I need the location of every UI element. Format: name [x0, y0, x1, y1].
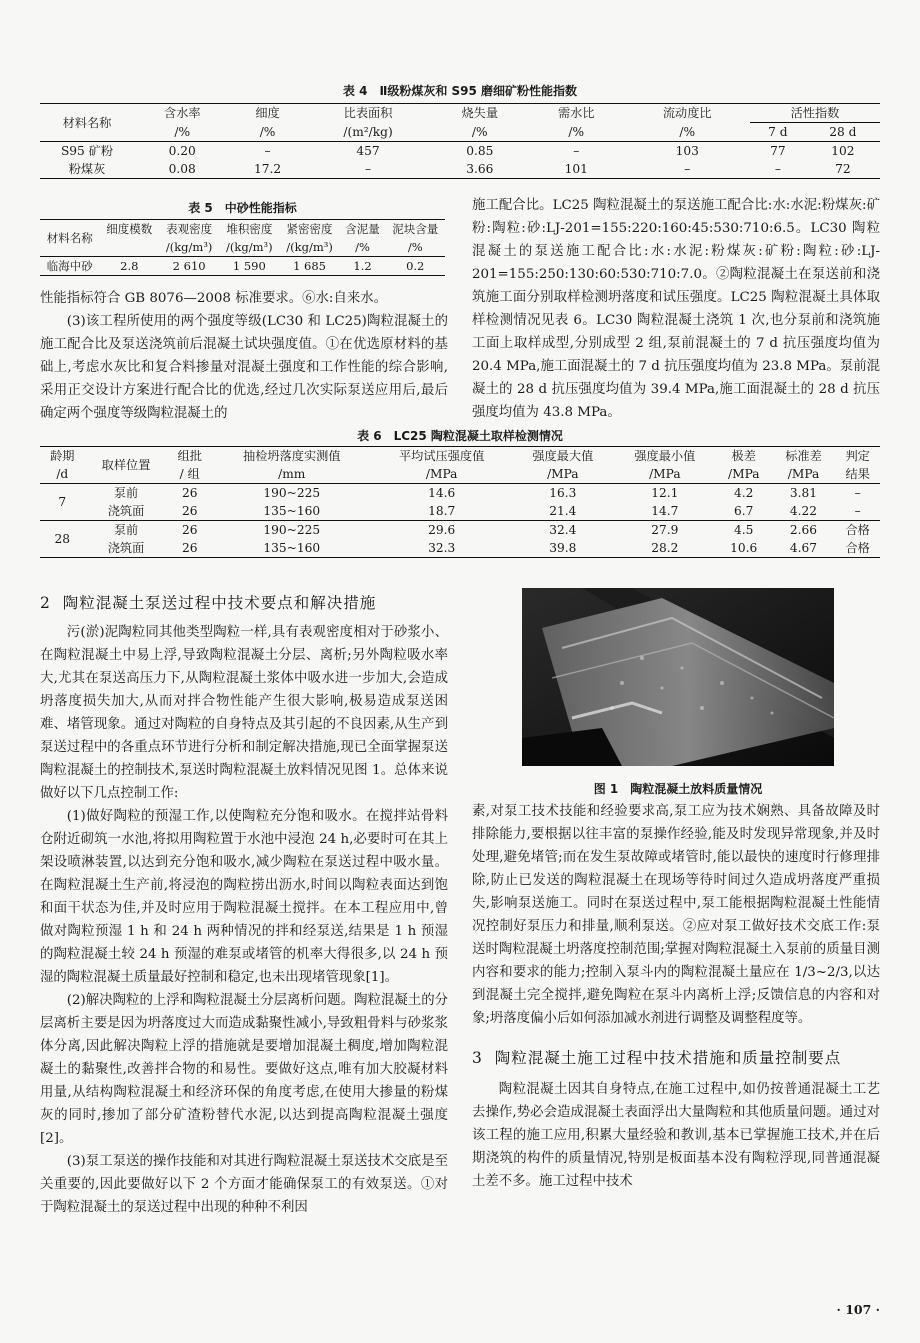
table-cell: 103	[675, 144, 699, 158]
table-cell: 1.2	[353, 259, 372, 273]
paragraph: 性能指标符合 GB 8076—2008 标准要求。⑥水:自来水。	[40, 291, 388, 306]
t5-h-bulk-density: 堆积密度	[226, 222, 273, 236]
table-cell: 72	[835, 162, 851, 176]
t6-h-judge: 判定	[845, 449, 870, 463]
table-cell: 77	[770, 144, 786, 158]
table-cell: 0.20	[168, 144, 196, 158]
section2-heading	[40, 592, 448, 615]
t6-h-position: 取样位置	[85, 447, 168, 484]
t4-h-flow: 流动度比	[662, 106, 712, 121]
table-row	[40, 484, 880, 503]
table-cell: –	[854, 504, 861, 518]
t4-h-material: 材料名称	[40, 104, 134, 142]
paragraph: 污(淤)泥陶粒同其他类型陶粒一样,具有表观密度相对于砂浆小、在陶粒混凝土中易上浮,导致陶粒混凝土分层、离析;另外陶粒吸水率大,尤其在泵送高压力下,从陶粒混凝土浆体中吸水进一步加大,会造成坍落度损失加大,从而对拌合物性能产生很大影响,极易造成泵送困难、堵管现象。通过对陶粒的自身特点及其引起的不良因素,从生产到泵送过程中的各重点环节进行分析和制定解决措施,现已全面掌握泵送陶粒混凝土的控制技术,泵送时陶粒混凝土放料情况见图 1。总体来说做好以下几点控制工作:	[40, 625, 448, 801]
paragraph: (1)做好陶粒的预湿工作,以使陶粒充分饱和吸水。在搅拌站骨料仓附近砌筑一水池,将拟用陶粒置于水池中浸泡 24 h,必要时可在其上架设喷淋装置,以达到充分饱和吸水,减少陶粒在泵送过程中吸水量。在陶粒混凝土生产前,将浸泡的陶粒捞出沥水,时间以陶粒表面达到饱和面干状态为佳,并及时应用于陶粒混凝土搅拌。在本工程应用中,曾做对陶粒预湿 1 h 和 24 h 两种情况的拌和经泵送,结果是 1 h 预湿的陶粒混凝土较 24 h 预湿的难泵或堵管的机率大得很多,以 24 h 预湿的陶粒混凝土质量最好控制和稳定,也未出现堵管现象[1]。	[40, 809, 448, 985]
paragraph: 施工配合比。LC25 陶粒混凝土的泵送施工配合比:水:水泥:粉煤灰:矿粉:陶粒:砂:LJ-201=155:220:160:45:530:710:6.5。LC30 陶粒混凝土的泵送施工配合比:水:水泥:粉煤灰:矿粉:陶粒:砂:LJ-201=155:250:130:60:530:710:7.0。②陶粒混凝土在泵送前和浇筑施工面分别取样检测坍落度和试压强度。LC25 陶粒混凝土具体取样检测情况见表 6。LC30 陶粒混凝土浇筑 1 次,也分泵前和浇筑施工面上取样成型,分别成型 2 组,泵前混凝土的 7 d 抗压强度均值为 20.4 MPa,施工面混凝土的 7 d 抗压强度均值为 23.8 MPa。泵前混凝土的 28 d 抗压强度均值为 39.4 MPa,施工面混凝土的 28 d 抗压强度均值为 43.8 MPa。	[472, 198, 880, 420]
paragraph: (3)该工程所使用的两个强度等级(LC30 和 LC25)陶粒混凝土的施工配合比及泵送浇筑前后混凝土试块强度值。①在优选原材料的基础上,考虑水灰比和复合料掺量对混凝土强度和工作性能的综合影响,采用正交设计方案进行配合比的优选,经过几次实际泵送应用后,最后确定两个强度等级陶粒混凝土的	[40, 314, 448, 421]
t5-h-unit: /%	[407, 240, 423, 254]
t4-h-7d: 7 d	[768, 125, 788, 139]
table-cell: 泵前	[113, 486, 139, 500]
table-cell: 101	[564, 162, 588, 176]
table-row	[40, 521, 880, 540]
t4-h-moisture: 含水率	[163, 106, 201, 121]
t5-h-compact-density: 紧密密度	[286, 222, 333, 236]
table-cell: 4.22	[789, 504, 818, 518]
t5-h-fineness-modulus: 细度模数	[106, 222, 153, 236]
table-cell: –	[365, 162, 372, 176]
section-title: 陶粒混凝土施工过程中技术措施和质量控制要点	[494, 1049, 842, 1067]
section3-heading	[472, 1044, 880, 1072]
table-cell: 浇筑面	[107, 541, 145, 555]
table-cell: 0.08	[168, 162, 196, 176]
section2-column	[40, 592, 448, 1219]
t5-h-unit: /(kg/m³)	[226, 240, 273, 254]
t6-h-unit: 结果	[845, 467, 870, 481]
table-cell: 26	[181, 486, 198, 500]
t5-h-unit: /%	[355, 240, 370, 254]
t4-h-area-unit: /(m²/kg)	[343, 124, 393, 139]
t6-h-age: 龄期	[50, 449, 75, 463]
table-row	[40, 539, 880, 558]
t6-h-avg: 平均试压强度值	[399, 449, 485, 463]
table-cell: 2 610	[172, 259, 206, 273]
table-cell: 190~225	[263, 523, 321, 537]
table-cell: –	[264, 144, 271, 158]
t6-h-slump: 抽检坍落度实测值	[243, 449, 341, 463]
t6-h-unit: /MPa	[649, 467, 681, 481]
section-number: 3	[472, 1049, 483, 1067]
table-cell: 17.2	[253, 162, 282, 176]
table-cell: 32.3	[428, 541, 456, 555]
t6-h-max: 强度最大值	[532, 449, 594, 463]
table6	[40, 446, 880, 558]
t6-h-unit: /MPa	[787, 467, 820, 481]
t5-h-apparent-density: 表观密度	[166, 222, 213, 236]
t4-h-water: 需水比	[557, 106, 595, 121]
table-row	[40, 142, 880, 161]
table-cell: –	[573, 144, 580, 158]
t5-h-unit: /(kg/m³)	[286, 240, 333, 254]
table-cell: 泵前	[113, 523, 139, 537]
section-number: 2	[40, 594, 51, 612]
t4-h-loss-unit: /%	[471, 124, 488, 139]
table4-caption: 表 4 Ⅱ级粉煤灰和 S95 磨细矿粉性能指数	[342, 84, 578, 98]
table-row	[40, 502, 880, 521]
table-cell: 21.4	[549, 504, 577, 518]
table-cell: 2.66	[789, 523, 818, 537]
table-cell: 28	[40, 521, 85, 558]
paragraph: (2)解决陶粒的上浮和陶粒混凝土分层离析问题。陶粒混凝土的分层离析主要是因为坍落度过大而造成黏聚性减小,导致粗骨料与砂浆浆体分离,因此解决陶粒上浮的措施就是要增加混凝土稠度,增加陶粒混凝土的黏聚性,改善拌合物的和易性。要做好这点,唯有加大胶凝材料用量,从结构陶粒混凝土和经济环保的角度考虑,在使用大掺量的粉煤灰的同时,掺加了部分矿渣粉替代水泥,以达到提高陶粒混凝土强度[2]。	[40, 993, 448, 1146]
t5-h-unit	[100, 238, 160, 257]
t6-h-range: 极差	[731, 449, 756, 463]
table-cell: 135~160	[263, 504, 321, 518]
table-row	[40, 160, 880, 179]
table5	[40, 219, 445, 276]
t6-h-min: 强度最小值	[634, 449, 696, 463]
table-cell: 14.7	[651, 504, 679, 518]
t6-h-unit: /mm	[278, 467, 306, 481]
t6-h-unit: /MPa	[425, 467, 458, 481]
table-cell: 14.6	[428, 486, 456, 500]
t5-h-material: 材料名称	[40, 220, 100, 257]
table-cell: 合格	[845, 541, 870, 555]
table-cell: 457	[356, 144, 380, 158]
table-cell: –	[854, 486, 861, 500]
table-cell: 4.67	[789, 541, 818, 555]
figure1-image	[522, 588, 834, 766]
paragraph: (3)泵工泵送的操作技能和对其进行陶粒混凝土泵送技术交底是至关重要的,因此要做好以下 2 个方面才能确保泵工的有效泵送。①对于陶粒混凝土的泵送过程中出现的种种不利因	[40, 1154, 448, 1215]
paragraph: 素,对泵工技术技能和经验要求高,泵工应为技术娴熟、具备故障及时排除能力,要根据以往丰富的泵操作经验,能及时发现异常现象,并及时处理,避免堵管;而在发生泵故障或堵管时,能以最快的速度时行修理排除,防止已发送的陶粒混凝土在现场等待时间过久造成坍落度严重损失,影响泵送施工。同时在泵送过程中,泵工能根据陶粒混凝土性能情况控制好泵压力和排量,顺利泵送。②应对泵工做好技术交底工作:泵送时陶粒混凝土坍落度控制范围;掌握对陶粒混凝土入泵前的质量目测内容和要求的能力;控制入泵斗内的陶粒混凝土量应在 1/3~2/3,以达到混凝土完全搅拌,避免陶粒在泵斗内离析上浮;反馈信息的内容和对象;坍落度偏小后如何添加减水剂进行调整及调整程度等。	[472, 804, 880, 1026]
table-cell: 102	[831, 144, 855, 158]
t5-h-clod-content: 泥块含量	[392, 222, 439, 236]
t4-h-activity: 活性指数	[750, 104, 880, 123]
table-cell: 135~160	[263, 541, 321, 555]
table-cell: 26	[181, 541, 198, 555]
table-cell: –	[684, 162, 691, 176]
table-cell: 27.9	[651, 523, 679, 537]
table-cell: 0.2	[406, 259, 425, 273]
section-title: 陶粒混凝土泵送过程中技术要点和解决措施	[62, 594, 377, 612]
paragraph: 陶粒混凝土因其自身特点,在施工过程中,如仍按普通混凝土工艺去操作,势必会造成混凝土表面浮出大量陶粒和其他质量问题。通过对该工程的施工应用,积累大量经验和教训,基本已掌握施工技术,并在后期浇筑的构件的质量情况,特别是板面基本没有陶粒浮现,同普通混凝土差不多。施工过程中技术	[472, 1082, 880, 1189]
table-cell: 粉煤灰	[68, 162, 106, 176]
table-cell: –	[774, 162, 781, 176]
t6-h-groups: 组批	[177, 449, 202, 463]
table-cell: 28.2	[651, 541, 679, 555]
t4-h-fineness-unit: /%	[259, 124, 276, 139]
left-text-block-1	[40, 287, 448, 425]
table-cell: 29.6	[428, 523, 456, 537]
table-cell: 3.66	[466, 162, 494, 176]
table6-caption: 表 6 LC25 陶粒混凝土取样检测情况	[357, 429, 563, 443]
table-cell: 39.8	[549, 541, 577, 555]
table-cell: 16.3	[549, 486, 577, 500]
t6-h-unit: /d	[56, 467, 69, 481]
table-cell: 1 685	[293, 259, 326, 273]
right-text-block-1	[472, 194, 880, 424]
table-cell: S95 矿粉	[60, 144, 114, 158]
table-cell: 12.1	[651, 486, 679, 500]
table5-caption: 表 5 中砂性能指标	[188, 201, 297, 215]
table-cell: 7	[58, 495, 67, 509]
table-cell: 2.8	[120, 259, 139, 273]
table-cell: 26	[181, 523, 198, 537]
table-cell: 190~225	[263, 486, 321, 500]
table4	[40, 103, 880, 179]
t4-h-loss: 烧失量	[461, 106, 499, 121]
t4-h-28d: 28 d	[829, 125, 857, 139]
t4-h-fineness: 细度	[255, 106, 280, 121]
t6-h-unit: / 组	[179, 467, 200, 481]
t4-h-flow-unit: /%	[679, 124, 696, 139]
table-cell: 32.4	[549, 523, 577, 537]
t4-h-water-unit: /%	[568, 124, 585, 139]
t6-h-unit: /MPa	[727, 467, 760, 481]
t6-h-unit: /MPa	[547, 467, 579, 481]
t5-h-unit: /(kg/m³)	[165, 240, 213, 254]
concrete-photo-illustration	[522, 588, 834, 766]
table-cell: 0.85	[466, 144, 494, 158]
table-cell: 3.81	[789, 486, 818, 500]
table-cell: 6.7	[734, 504, 754, 518]
table-cell: 26	[181, 504, 198, 518]
table-cell: 4.5	[734, 523, 754, 537]
table-cell: 合格	[845, 523, 870, 537]
table-row	[40, 257, 445, 276]
table-cell: 浇筑面	[107, 504, 145, 518]
t6-h-std: 标准差	[785, 449, 822, 463]
table-cell: 4.2	[734, 486, 754, 500]
table-cell: 1 590	[232, 259, 266, 273]
t4-h-area: 比表面积	[343, 106, 393, 121]
right-text-block-2	[472, 800, 880, 1193]
table-cell: 临海中砂	[46, 259, 93, 273]
figure1-caption: 图 1 陶粒混凝土放料质量情况	[593, 782, 763, 796]
t4-h-moisture-unit: /%	[174, 124, 191, 139]
table-cell: 10.6	[730, 541, 758, 555]
table-cell: 18.7	[428, 504, 456, 518]
t5-h-mud-content: 含泥量	[345, 222, 380, 236]
page-number: · 107 ·	[836, 1302, 880, 1317]
